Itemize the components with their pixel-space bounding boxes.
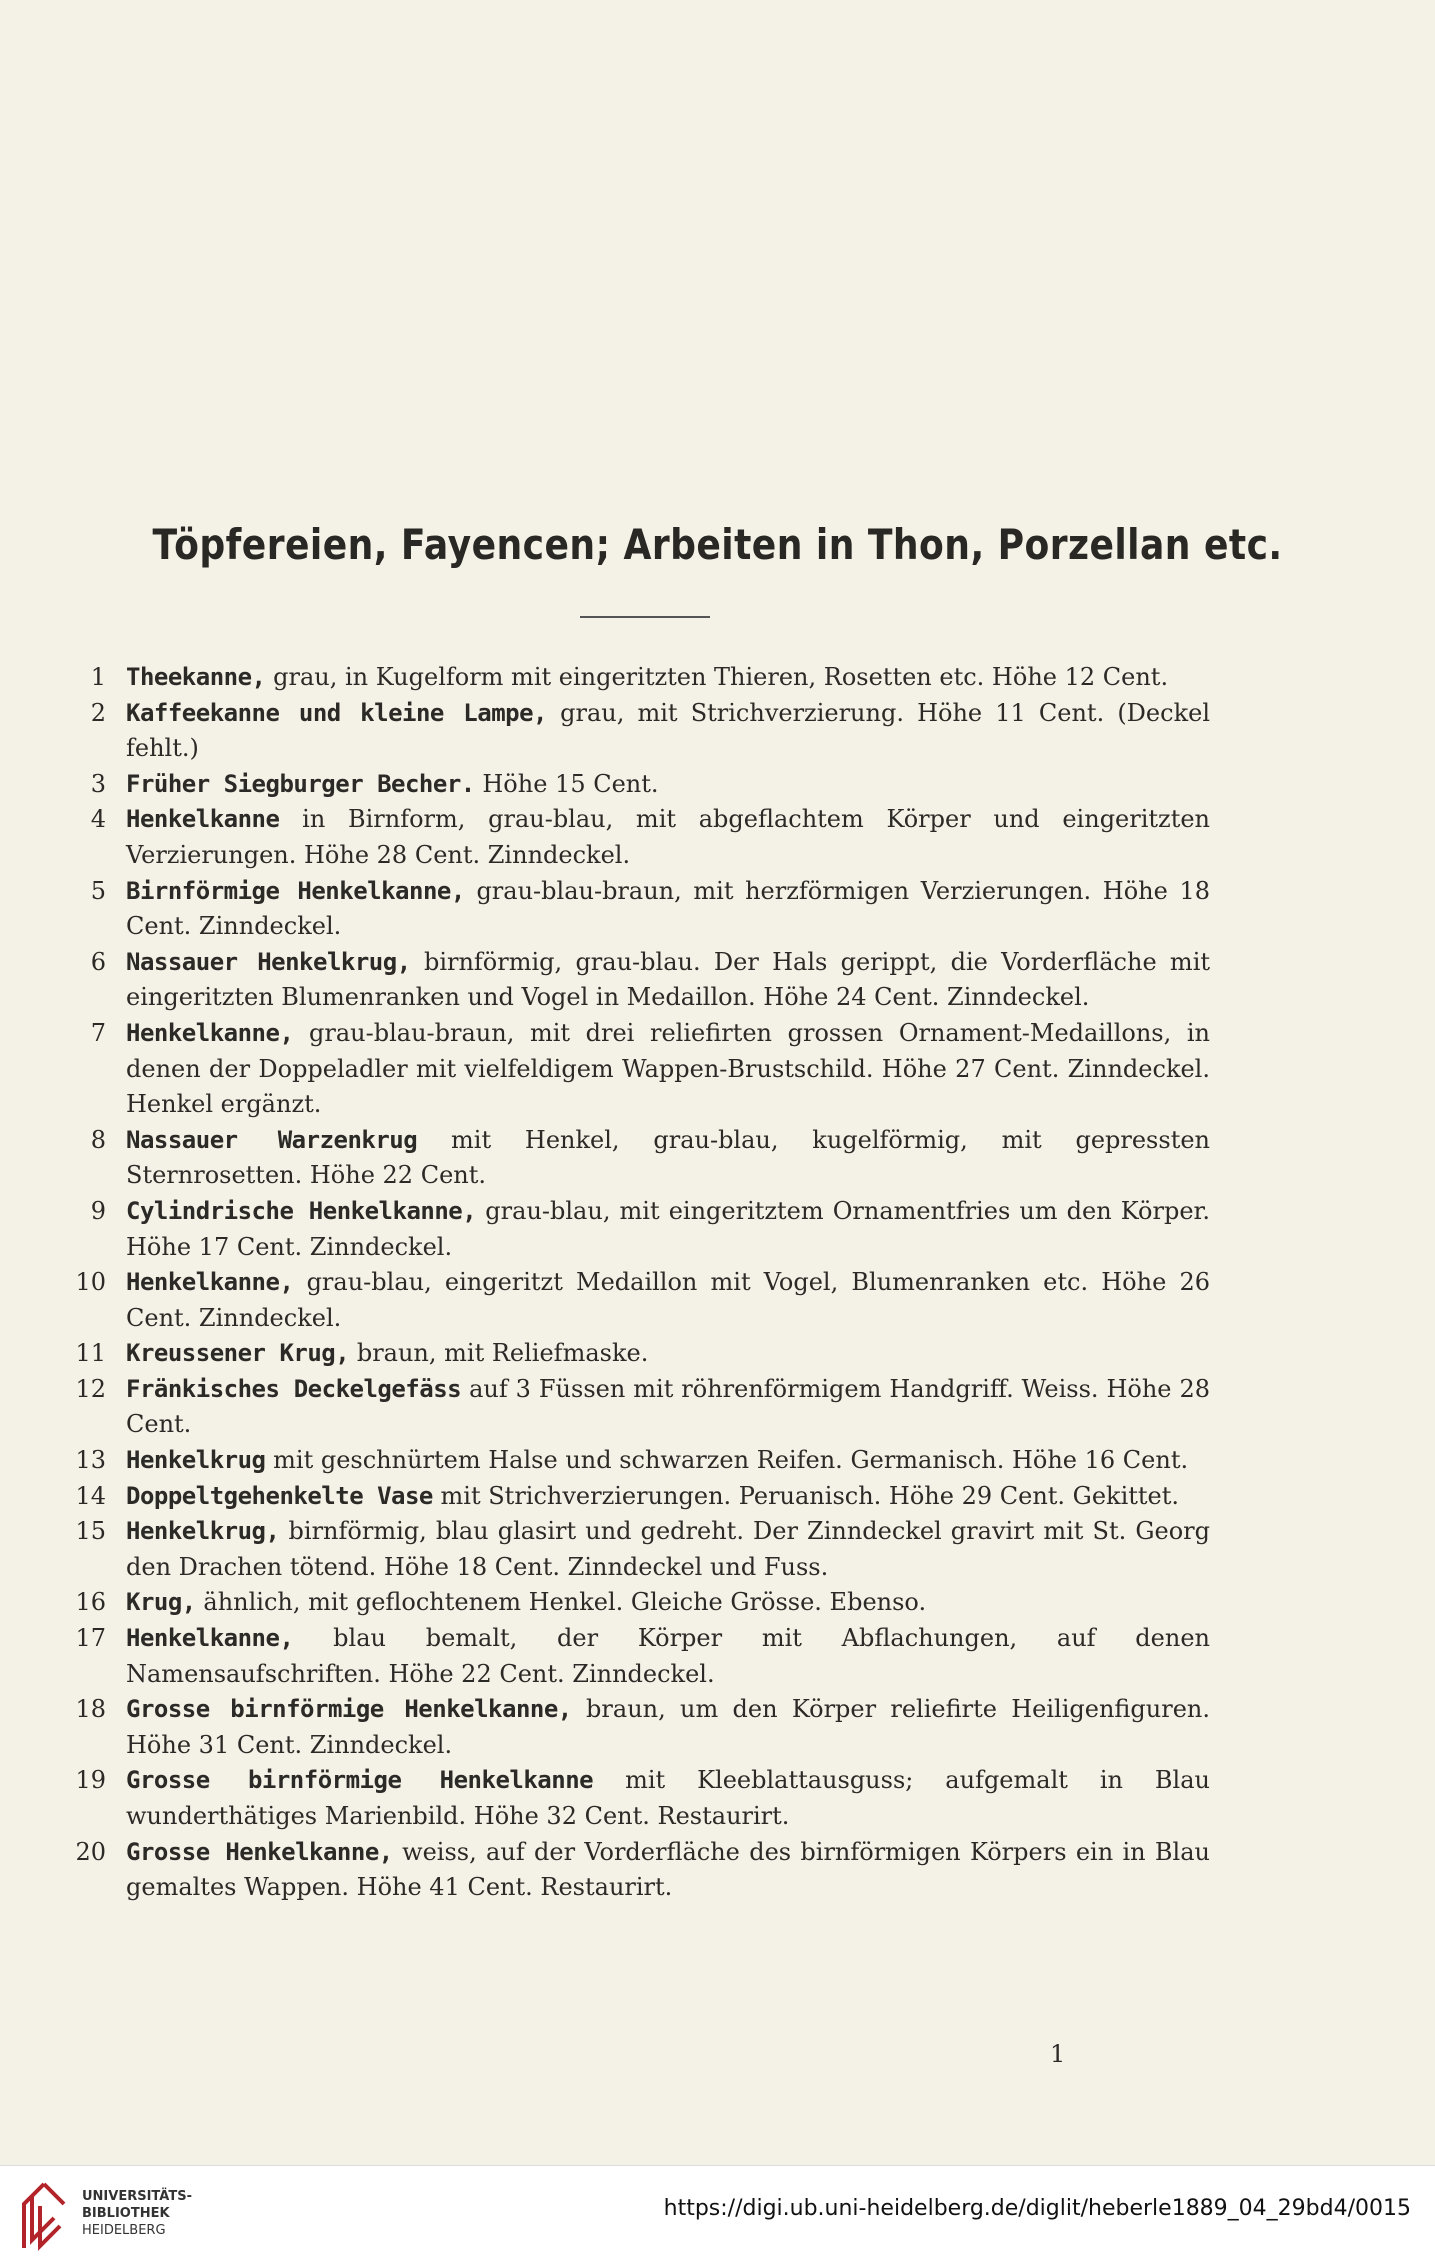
entry-name: Theekanne, (126, 663, 266, 691)
permalink-url[interactable]: https://digi.ub.uni-heidelberg.de/diglit/heberle1889_04_29bd4/0015 (663, 2196, 1411, 2221)
entry-description: braun, mit Reliefmaske. (356, 1339, 649, 1368)
catalog-entry (70, 1443, 1210, 1479)
entry-name: Nassauer Henkelkrug, (126, 947, 411, 976)
entry-name: Henkelkrug, (126, 1517, 280, 1546)
entry-number: 13 (75, 1446, 106, 1475)
catalog-entry (70, 874, 1210, 945)
entry-description: mit Henkel, grau-blau, kugelförmig, mit gepressten Sternrosetten. Höhe 22 Cent. (126, 1125, 1210, 1190)
entry-name: Krug, (126, 1588, 196, 1617)
entry-name: Grosse birnförmige Henkelkanne (126, 1766, 594, 1795)
library-logo-icon (14, 2176, 74, 2256)
catalog-entries (70, 660, 1210, 1906)
entry-number: 17 (75, 1624, 106, 1653)
entry-name: Cylindrische Henkelkanne, (126, 1196, 477, 1225)
entry-description: grau-blau, mit eingeritztem Ornamentfries um den Körper. Höhe 17 Cent. Zinndeckel. (126, 1196, 1210, 1261)
entry-number: 5 (90, 876, 106, 905)
entry-description: ähnlich, mit geflochtenem Henkel. Gleiche Grösse. Ebenso. (203, 1588, 927, 1617)
entry-description: mit Kleeblattausguss; aufgemalt in Blau wunderthätiges Marienbild. Höhe 32 Cent. Restaurirt. (126, 1766, 1210, 1830)
entry-description: grau-blau-braun, mit herzförmigen Verzierungen. Höhe 18 Cent. Zinndeckel. (126, 876, 1210, 941)
entry-name: Henkelkanne, (126, 1018, 294, 1047)
catalog-entry (70, 802, 1210, 873)
entry-number: 19 (75, 1766, 106, 1795)
entry-name: Grosse Henkelkanne, (126, 1837, 393, 1866)
entry-number: 20 (75, 1837, 106, 1866)
entry-number: 8 (90, 1125, 106, 1154)
entry-description: weiss, auf der Vorderfläche des birnförmigen Körpers ein in Blau gemaltes Wappen. Höhe 41 Cent. Restaurirt. (126, 1837, 1210, 1902)
entry-number: 9 (90, 1196, 106, 1225)
entry-description: mit geschnürtem Halse und schwarzen Reifen. Germanisch. Höhe 16 Cent. (273, 1446, 1189, 1475)
entry-number: 7 (90, 1018, 106, 1047)
entry-name: Kaffeekanne und kleine Lampe, (126, 698, 548, 727)
catalog-entry (70, 1514, 1210, 1585)
entry-name: Henkelkrug (126, 1446, 266, 1475)
entry-number: 2 (90, 698, 106, 727)
entry-description: Höhe 15 Cent. (482, 769, 659, 798)
catalog-entry (70, 1692, 1210, 1763)
catalog-entry (70, 1763, 1210, 1834)
library-name (82, 2188, 192, 2239)
catalog-entry (70, 945, 1210, 1016)
viewer-footer (0, 2165, 1435, 2268)
entry-number: 18 (75, 1695, 106, 1724)
entry-description: grau-blau-braun, mit drei reliefirten grossen Ornament-Medaillons, in denen der Doppeladler mit vielfeldigem Wappen-Brustschild. Höhe 27 Cent. Zinndeckel. Henkel ergänzt. (126, 1018, 1210, 1119)
catalog-entry (70, 1123, 1210, 1194)
catalog-entry (70, 1372, 1210, 1443)
page-title: Töpfereien, Fayencen; Arbeiten in Thon, Porzellan etc. (152, 520, 1283, 569)
entry-number: 16 (75, 1588, 106, 1617)
entry-number: 12 (75, 1374, 106, 1403)
entry-description: grau, in Kugelform mit eingeritzten Thieren, Rosetten etc. Höhe 12 Cent. (273, 663, 1169, 691)
entry-name: Fränkisches Deckelgefäss (126, 1374, 462, 1403)
entry-description: mit Strichverzierungen. Peruanisch. Höhe 29 Cent. Gekittet. (440, 1481, 1180, 1510)
entry-name: Birnförmige Henkelkanne, (126, 876, 465, 905)
catalog-entry (70, 1479, 1210, 1515)
entry-description: braun, um den Körper reliefirte Heiligenfiguren. Höhe 31 Cent. Zinndeckel. (126, 1695, 1210, 1759)
entry-number: 15 (75, 1517, 106, 1546)
entry-name: Henkelkanne (126, 805, 280, 834)
entry-name: Grosse birnförmige Henkelkanne, (126, 1695, 572, 1724)
library-name-line1: UNIVERSITÄTS- (82, 2189, 192, 2204)
catalog-entry (70, 696, 1210, 767)
catalog-entry (70, 1621, 1210, 1692)
page-number: 1 (1050, 2040, 1066, 2068)
entry-description: auf 3 Füssen mit röhrenförmigem Handgriff. Weiss. Höhe 28 Cent. (126, 1374, 1211, 1439)
entry-description: birnförmig, grau-blau. Der Hals gerippt, die Vorderfläche mit eingeritzten Blumenranken und Vogel in Medaillon. Höhe 24 Cent. Zinndeckel. (126, 947, 1211, 1012)
entry-name: Henkelkanne, (126, 1624, 294, 1653)
entry-number: 6 (90, 947, 106, 976)
library-name-line2: BIBLIOTHEK (82, 2206, 170, 2221)
entry-number: 11 (75, 1339, 106, 1368)
entry-description: blau bemalt, der Körper mit Abflachungen, auf denen Namensaufschriften. Höhe 22 Cent. Zinndeckel. (126, 1624, 1210, 1688)
catalog-entry (70, 1336, 1210, 1372)
catalog-entry (70, 1585, 1210, 1621)
entry-name: Henkelkanne, (126, 1268, 294, 1297)
entry-description: birnförmig, blau glasirt und gedreht. Der Zinndeckel gravirt mit St. Georg den Drachen tötend. Höhe 18 Cent. Zinndeckel und Fuss. (126, 1517, 1210, 1581)
entry-name: Doppeltgehenkelte Vase (126, 1481, 433, 1510)
entry-number: 14 (75, 1481, 106, 1510)
entry-number: 4 (90, 805, 106, 834)
catalog-entry (70, 1835, 1210, 1906)
entry-name: Nassauer Warzenkrug (126, 1125, 418, 1154)
title-divider (580, 616, 710, 618)
entry-description: grau, mit Strichverzierung. Höhe 11 Cent. (Deckel fehlt.) (126, 698, 1210, 763)
catalog-entry (70, 1194, 1210, 1265)
library-name-line3: HEIDELBERG (82, 2223, 166, 2238)
entry-name: Früher Siegburger Becher. (126, 769, 475, 798)
catalog-entry (70, 660, 1210, 696)
catalog-entry (70, 1016, 1210, 1123)
catalog-entry (70, 1265, 1210, 1336)
entry-number: 10 (75, 1268, 106, 1297)
entry-description: in Birnform, grau-blau, mit abgeflachtem Körper und eingeritzten Verzierungen. Höhe 28 Cent. Zinndeckel. (126, 805, 1210, 869)
catalog-entry (70, 767, 1210, 803)
entry-number: 3 (90, 769, 106, 798)
entry-number: 1 (90, 663, 106, 691)
entry-name: Kreussener Krug, (126, 1339, 350, 1368)
entry-description: grau-blau, eingeritzt Medaillon mit Vogel, Blumenranken etc. Höhe 26 Cent. Zinndeckel. (126, 1268, 1210, 1332)
